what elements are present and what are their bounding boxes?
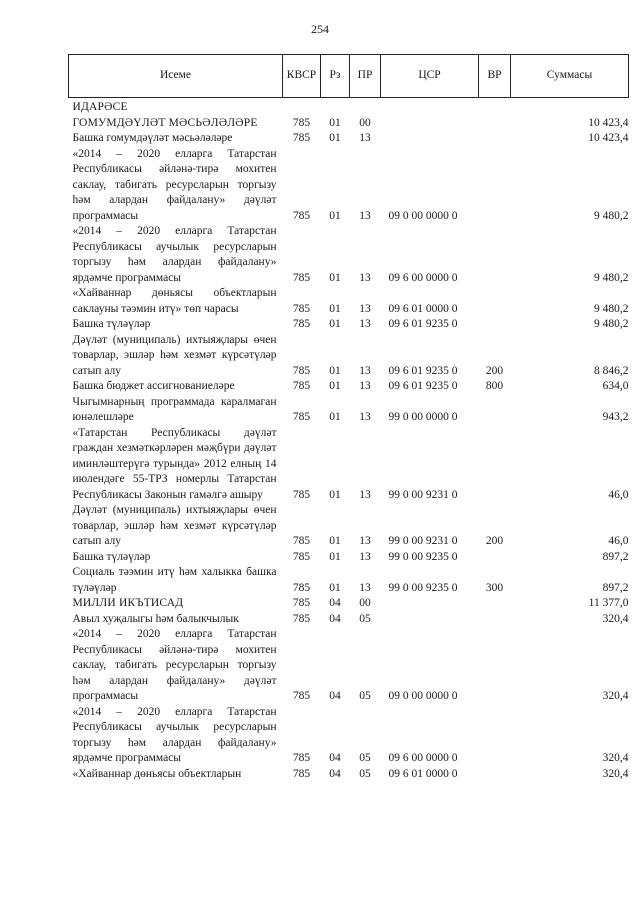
header-pr: ПР (350, 55, 381, 98)
cell-rz: 01 (329, 302, 341, 315)
cell-kvsr: 785 (292, 488, 311, 501)
cell-kvsr: 785 (292, 550, 311, 563)
table-body (69, 98, 629, 783)
cell-name: Социаль тәэмин итү һәм халыкка башка түләүләр (72, 566, 277, 594)
cell-kvsr: 785 (292, 612, 311, 625)
cell-vr: 200 (485, 364, 504, 377)
cell-rz: 04 (329, 690, 341, 702)
cell-vr (479, 395, 511, 426)
table-header-row (69, 55, 629, 98)
cell-kvsr (283, 98, 321, 116)
cell-name: «Татарстан Республикасы дәүләт граждан хезмәткәрләрен мәҗбүри дәүләт иминләштерүгә турында» 2012 елның 14 июлендәге 55-ТРЗ номерлы Татарстан Республикасы Законын гамәлгә ашыру (72, 426, 277, 501)
cell-rz: 04 (329, 612, 341, 625)
cell-csr (381, 116, 479, 132)
cell-kvsr: 785 (292, 209, 311, 222)
cell-csr: 09 6 00 0000 0 (388, 271, 458, 284)
cell-kvsr: 785 (292, 302, 311, 315)
cell-csr: 09 0 00 0000 0 (388, 209, 458, 222)
cell-pr: 13 (359, 411, 371, 423)
cell-kvsr: 785 (292, 271, 311, 284)
cell-sum: 10 423,4 (588, 132, 629, 144)
cell-csr: 09 6 01 9235 0 (388, 318, 458, 330)
cell-pr: 13 (359, 132, 371, 144)
header-sum: Суммасы (511, 55, 629, 98)
table-row (69, 147, 629, 225)
table-row (69, 503, 629, 550)
cell-kvsr: 785 (292, 752, 311, 764)
cell-name: Дәүләт (муниципаль) ихтыяҗлары өчен товарлар, эшләр һәм хезмәт күрсәтүләр сатып алу (72, 504, 277, 547)
cell-vr (479, 224, 511, 286)
cell-pr: 13 (359, 488, 371, 501)
cell-sum: 320,4 (602, 690, 629, 702)
table-row (69, 596, 629, 612)
cell-vr (479, 550, 511, 566)
header-name: Исеме (69, 55, 283, 98)
cell-csr (381, 596, 479, 612)
table-row (69, 767, 629, 783)
cell-csr: 99 0 00 9235 0 (388, 581, 458, 594)
cell-rz: 01 (329, 488, 341, 501)
cell-sum: 9 480,2 (594, 209, 629, 222)
cell-vr (479, 627, 511, 705)
table-row (69, 333, 629, 380)
cell-csr: 09 6 01 0000 0 (388, 767, 458, 780)
cell-name: «2014 – 2020 елларга Татарстан Республикасы әйләнә-тирә мохитен саклау, табигать ресурсларын торгызу һәм алардан файдалану» дәүләт программасы (72, 628, 277, 702)
cell-sum: 46,0 (608, 535, 629, 547)
cell-kvsr: 785 (292, 690, 311, 702)
cell-kvsr: 785 (292, 116, 311, 129)
cell-rz: 01 (329, 550, 341, 563)
table-row (69, 317, 629, 333)
cell-sum: 897,2 (602, 581, 629, 594)
cell-name: «Хайваннар дөньясы объектларын (72, 767, 242, 780)
cell-kvsr: 785 (292, 767, 311, 780)
cell-vr (479, 705, 511, 767)
cell-sum: 320,4 (602, 752, 629, 764)
cell-kvsr: 785 (292, 380, 311, 392)
cell-csr: 99 0 00 9231 0 (388, 535, 458, 547)
cell-rz: 01 (329, 209, 341, 222)
cell-rz: 01 (329, 411, 341, 423)
cell-sum: 320,4 (602, 612, 629, 625)
cell-vr (479, 426, 511, 504)
budget-table (68, 54, 629, 782)
cell-vr (479, 596, 511, 612)
cell-rz (321, 98, 350, 116)
cell-pr: 13 (359, 550, 371, 563)
table-row (69, 612, 629, 628)
cell-pr (350, 98, 381, 116)
table-row (69, 131, 629, 147)
cell-vr: 200 (485, 535, 504, 547)
header-vr: ВР (479, 55, 511, 98)
cell-pr: 05 (359, 767, 371, 780)
cell-name: «2014 – 2020 елларга Татарстан Республикасы аучылык ресурсларын торгызу һәм алардан файдалану» ярдәмче программасы (72, 225, 277, 284)
cell-kvsr: 785 (292, 364, 311, 377)
cell-vr: 800 (485, 380, 504, 392)
cell-pr: 13 (359, 535, 371, 547)
cell-kvsr: 785 (292, 597, 311, 609)
cell-vr (479, 286, 511, 317)
cell-kvsr: 785 (292, 318, 311, 330)
cell-rz: 04 (329, 767, 341, 780)
cell-name: «2014 – 2020 елларга Татарстан Республикасы әйләнә-тирә мохитен саклау, табигать ресурсларын торгызу һәм алардан файдалану» дәүләт программасы (72, 147, 277, 222)
cell-name: Башка бюджет ассигнованиеләре (72, 380, 235, 392)
cell-rz: 01 (329, 581, 341, 594)
header-csr: ЦСР (381, 55, 479, 98)
cell-vr (479, 317, 511, 333)
cell-csr: 09 6 01 0000 0 (388, 302, 458, 315)
cell-pr: 05 (359, 612, 371, 625)
cell-sum: 943,2 (602, 411, 629, 423)
cell-csr: 09 0 00 0000 0 (388, 690, 458, 702)
header-kvsr: КВСР (283, 55, 321, 98)
cell-name: ИДАРӘСЕ (72, 101, 128, 113)
cell-sum: 634,0 (602, 380, 629, 392)
cell-name: ГОМУМДӘҮЛӘТ МӘСЬӘЛӘЛӘРЕ (72, 116, 258, 129)
cell-name: Авыл хуҗалыгы һәм балыкчылык (72, 612, 239, 625)
table-row (69, 627, 629, 705)
table-row (69, 550, 629, 566)
cell-csr: 99 0 00 0000 0 (388, 411, 458, 423)
cell-pr: 13 (359, 380, 371, 392)
cell-vr (479, 116, 511, 132)
cell-pr: 13 (359, 271, 371, 284)
cell-name: Чыгымнарның программада каралмаган юнәлешләре (72, 395, 277, 423)
cell-pr: 13 (359, 318, 371, 330)
cell-csr (381, 612, 479, 628)
cell-sum (511, 98, 629, 116)
cell-csr (381, 98, 479, 116)
cell-pr: 00 (359, 597, 371, 609)
cell-sum: 10 423,4 (588, 116, 629, 129)
cell-kvsr: 785 (292, 535, 311, 547)
cell-csr (381, 131, 479, 147)
cell-sum: 46,0 (608, 488, 629, 501)
cell-csr: 99 0 00 9231 0 (388, 488, 458, 501)
cell-rz: 01 (329, 271, 341, 284)
cell-rz: 01 (329, 116, 341, 129)
page-number: 254 (311, 22, 329, 36)
cell-sum: 9 480,2 (594, 318, 629, 330)
cell-rz: 01 (329, 318, 341, 330)
cell-name: Башка түләүләр (72, 550, 151, 563)
cell-name: «2014 – 2020 елларга Татарстан Республикасы аучылык ресурсларын торгызу һәм алардан файдалану» ярдәмче программасы (72, 705, 277, 764)
cell-csr: 99 0 00 9235 0 (388, 550, 458, 563)
cell-sum: 897,2 (602, 550, 629, 563)
table-row (69, 705, 629, 767)
cell-vr (479, 767, 511, 783)
cell-csr: 09 6 01 9235 0 (388, 364, 458, 377)
cell-kvsr: 785 (292, 132, 311, 144)
cell-vr (479, 147, 511, 225)
cell-vr (479, 98, 511, 116)
table-row (69, 565, 629, 596)
cell-vr (479, 131, 511, 147)
cell-pr: 05 (359, 690, 371, 702)
cell-pr: 00 (359, 116, 371, 129)
table-row (69, 379, 629, 395)
cell-pr: 13 (359, 364, 371, 377)
cell-sum: 8 846,2 (594, 364, 629, 377)
cell-kvsr: 785 (292, 581, 311, 594)
cell-name: МИЛЛИ ИКЪТИСАД (72, 597, 184, 609)
table-row (69, 395, 629, 426)
cell-kvsr: 785 (292, 411, 311, 423)
cell-csr: 09 6 01 9235 0 (388, 380, 458, 392)
cell-name: Башка түләүләр (72, 318, 151, 330)
cell-rz: 01 (329, 535, 341, 547)
cell-rz: 04 (329, 752, 341, 764)
cell-sum: 320,4 (602, 767, 629, 780)
table-row (69, 224, 629, 286)
cell-pr: 05 (359, 752, 371, 764)
cell-sum: 11 377,0 (588, 597, 629, 609)
cell-name: Башка гомумдәүләт мәсьәләләре (72, 132, 233, 144)
cell-vr: 300 (485, 581, 504, 594)
cell-rz: 01 (329, 380, 341, 392)
cell-sum: 9 480,2 (594, 302, 629, 315)
table-row (69, 98, 629, 116)
cell-name: Дәүләт (муниципаль) ихтыяҗлары өчен товарлар, эшләр һәм хезмәт күрсәтүләр сатып алу (72, 333, 277, 377)
cell-rz: 01 (329, 364, 341, 377)
cell-sum: 9 480,2 (594, 271, 629, 284)
table-row (69, 116, 629, 132)
header-rz: Рз (321, 55, 350, 98)
cell-rz: 04 (329, 597, 341, 609)
cell-name: «Хайваннар дөньясы объектларын саклауны тәэмин итү» төп чарасы (72, 287, 277, 315)
cell-pr: 13 (359, 302, 371, 315)
cell-vr (479, 612, 511, 628)
table-row (69, 426, 629, 504)
cell-pr: 13 (359, 209, 371, 222)
cell-pr: 13 (359, 581, 371, 594)
cell-rz: 01 (329, 132, 341, 144)
cell-csr: 09 6 00 0000 0 (388, 752, 458, 764)
table-row (69, 286, 629, 317)
